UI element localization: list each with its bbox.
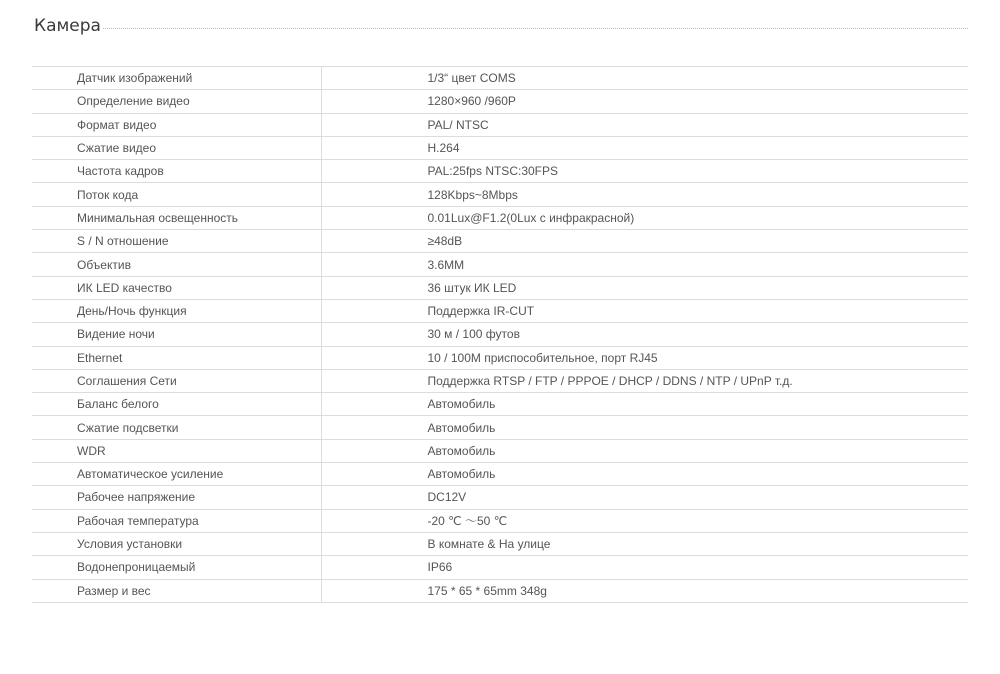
spec-label: Объектив <box>32 253 321 276</box>
spec-row <box>32 183 968 206</box>
spec-value: Поддержка IR-CUT <box>321 299 968 322</box>
spec-table <box>32 66 968 603</box>
spec-label: Ethernet <box>32 346 321 369</box>
spec-label: Условия установки <box>32 532 321 555</box>
spec-label: Соглашения Сети <box>32 369 321 392</box>
spec-row <box>32 556 968 579</box>
spec-value: 175 * 65 * 65mm 348g <box>321 579 968 602</box>
spec-label: Видение ночи <box>32 323 321 346</box>
spec-label: Минимальная освещенность <box>32 206 321 229</box>
spec-table-body <box>32 67 968 603</box>
spec-value: DC12V <box>321 486 968 509</box>
spec-value: ≥48dB <box>321 230 968 253</box>
spec-value: В комнате & На улице <box>321 532 968 555</box>
spec-label: ИК LED качество <box>32 276 321 299</box>
spec-label: Сжатие подсветки <box>32 416 321 439</box>
spec-value: Автомобиль <box>321 463 968 486</box>
spec-row <box>32 369 968 392</box>
spec-row <box>32 486 968 509</box>
spec-value: Автомобиль <box>321 393 968 416</box>
spec-value: H.264 <box>321 136 968 159</box>
spec-value: 0.01Lux@F1.2(0Lux с инфракрасной) <box>321 206 968 229</box>
spec-value: Автомобиль <box>321 439 968 462</box>
spec-label: Рабочая температура <box>32 509 321 532</box>
spec-label: Поток кода <box>32 183 321 206</box>
spec-row <box>32 393 968 416</box>
spec-value: 1/3“ цвет COMS <box>321 67 968 90</box>
spec-row <box>32 416 968 439</box>
spec-row <box>32 253 968 276</box>
spec-row <box>32 299 968 322</box>
spec-value: 30 м / 100 футов <box>321 323 968 346</box>
spec-label: Автоматическое усиление <box>32 463 321 486</box>
spec-value: 1280×960 /960P <box>321 90 968 113</box>
spec-value: IP66 <box>321 556 968 579</box>
spec-row <box>32 160 968 183</box>
spec-row <box>32 67 968 90</box>
spec-value: PAL:25fps NTSC:30FPS <box>321 160 968 183</box>
spec-row <box>32 509 968 532</box>
spec-row <box>32 439 968 462</box>
spec-label: Датчик изображений <box>32 67 321 90</box>
spec-row <box>32 206 968 229</box>
spec-row <box>32 113 968 136</box>
section-header <box>34 14 968 38</box>
spec-value: -20 ℃ ～50 ℃ <box>321 509 968 532</box>
section-title: Камера <box>34 16 101 36</box>
spec-value: 36 штук ИК LED <box>321 276 968 299</box>
spec-row <box>32 532 968 555</box>
spec-row <box>32 323 968 346</box>
title-divider <box>103 28 968 29</box>
spec-value: PAL/ NTSC <box>321 113 968 136</box>
spec-label: Определение видео <box>32 90 321 113</box>
spec-value: Поддержка RTSP / FTP / PPPOE / DHCP / DDNS / NTP / UPnP т.д. <box>321 369 968 392</box>
spec-value: Автомобиль <box>321 416 968 439</box>
spec-label: Размер и вес <box>32 579 321 602</box>
spec-label: Формат видео <box>32 113 321 136</box>
spec-label: S / N отношение <box>32 230 321 253</box>
spec-label: День/Ночь функция <box>32 299 321 322</box>
spec-label: Баланс белого <box>32 393 321 416</box>
spec-label: Частота кадров <box>32 160 321 183</box>
spec-row <box>32 136 968 159</box>
spec-row <box>32 463 968 486</box>
spec-label: Сжатие видео <box>32 136 321 159</box>
spec-value: 10 / 100M приспособительное, порт RJ45 <box>321 346 968 369</box>
spec-value: 128Kbps~8Mbps <box>321 183 968 206</box>
spec-label: Водонепроницаемый <box>32 556 321 579</box>
spec-label: Рабочее напряжение <box>32 486 321 509</box>
spec-row <box>32 230 968 253</box>
spec-row <box>32 90 968 113</box>
spec-row <box>32 346 968 369</box>
spec-row <box>32 579 968 602</box>
spec-row <box>32 276 968 299</box>
spec-value: 3.6MM <box>321 253 968 276</box>
spec-label: WDR <box>32 439 321 462</box>
